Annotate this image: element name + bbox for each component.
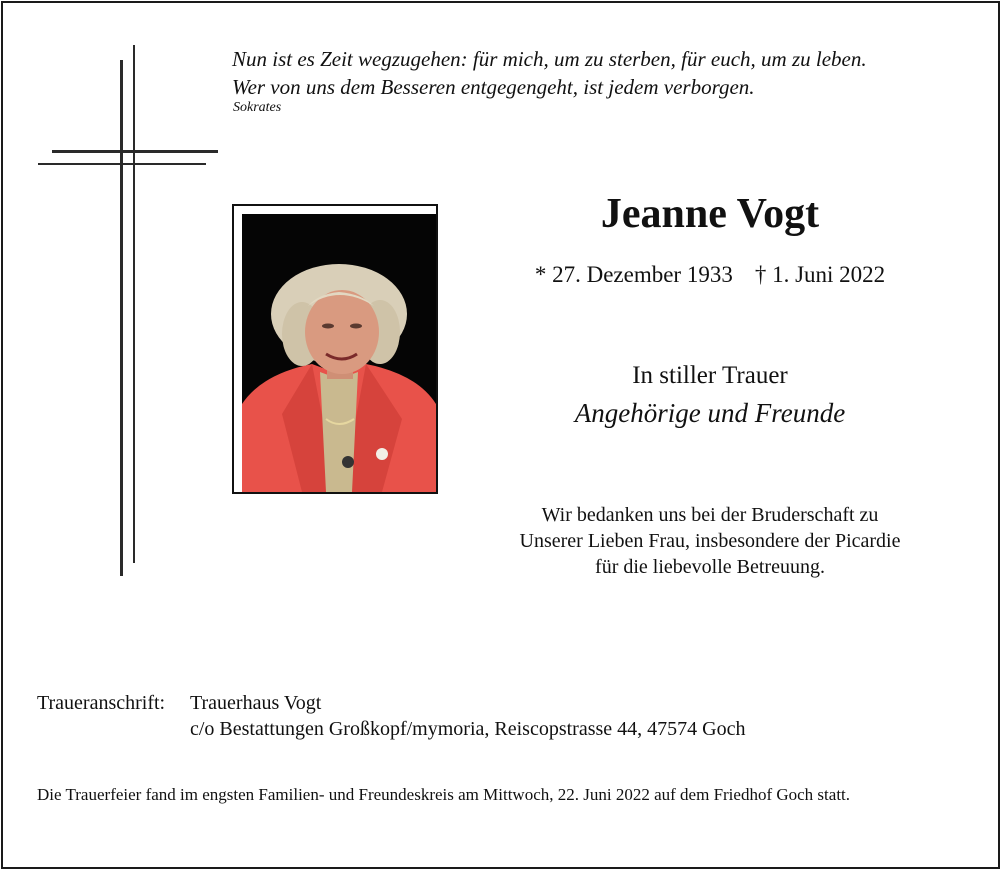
quote-author: Sokrates: [233, 100, 282, 115]
quote-line-2: Wer von uns dem Besseren entgegengeht, ist jedem verborgen.: [232, 75, 755, 99]
life-dates: [480, 262, 940, 288]
thanks-line-2: Unserer Lieben Frau, insbesondere der Picardie: [519, 530, 901, 552]
mourning-line: In stiller Trauer: [632, 362, 788, 389]
mourners-names: Angehörige und Freunde: [574, 398, 846, 428]
quote: [232, 45, 867, 101]
death-date: † 1. Juni 2022: [754, 262, 886, 287]
funeral-notice: Die Trauerfeier fand im engsten Familien- und Freundeskreis am Mittwoch, 22. Juni 2022 auf dem Friedhof Goch statt.: [37, 785, 851, 804]
address-label: Traueranschrift:: [37, 692, 166, 714]
address-line-1: Trauerhaus Vogt: [190, 692, 322, 714]
quote-line-1: Nun ist es Zeit wegzugehen: für mich, um zu sterben, für euch, um zu leben.: [232, 47, 867, 71]
thanks-text: [480, 502, 940, 580]
thanks-line-3: für die liebevolle Betreuung.: [595, 556, 825, 578]
portrait-frame: [232, 204, 438, 494]
portrait-photo: [242, 214, 436, 492]
address-line-2: c/o Bestattungen Großkopf/mymoria, Reiscopstrasse 44, 47574 Goch: [190, 718, 746, 740]
birth-date: * 27. Dezember 1933: [534, 262, 733, 287]
deceased-name: Jeanne Vogt: [600, 191, 820, 237]
thanks-line-1: Wir bedanken uns bei der Bruderschaft zu: [541, 504, 879, 526]
